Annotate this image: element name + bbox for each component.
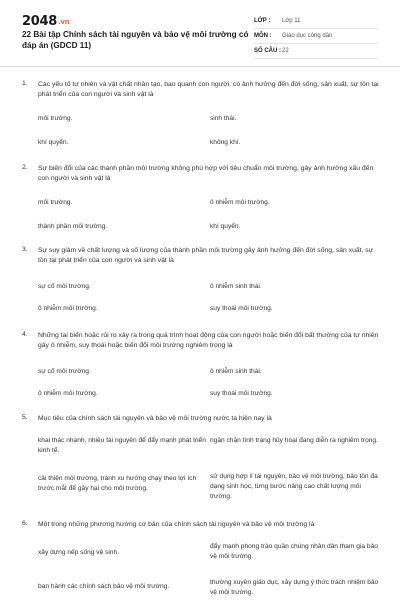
site-logo[interactable] (22, 14, 69, 29)
option-c[interactable]: ô nhiễm môi trường. (38, 390, 98, 397)
question-text: Các yếu tố tự nhiên và vật chất nhân tạo, bao quanh con người, có ảnh hưởng đến đời sống, sản xuất, sự tồn tại phát triển của con người và sinh vật là (38, 81, 379, 98)
option-a[interactable]: sự cố môi trường. (38, 368, 91, 375)
meta-row-count (254, 44, 378, 59)
meta-key: SỐ CÂU : (254, 48, 281, 54)
meta-value: Lớp 11 (282, 18, 301, 24)
question-text: Một trong những phương hướng cơ bản của chính sách tài nguyên và bảo vệ môi trường là (38, 521, 315, 528)
page-title: 22 Bài tập Chính sách tài nguyên và bảo vệ môi trường có đáp án (GDCD 11) (22, 30, 249, 50)
option-b[interactable]: ô nhiễm sinh thái. (210, 283, 262, 290)
question-number: 4. (22, 331, 28, 338)
meta-row-subject (254, 29, 378, 44)
question-number: 5. (22, 414, 28, 421)
question-text: Sự suy giảm về chất lượng và số lượng của thành phần môi trường gây ảnh hưởng đến đời sống, sản xuất, sự tồn tại phát triển của con người và sinh vật là (38, 247, 374, 264)
option-d[interactable]: khí quyển. (210, 223, 241, 230)
meta-value: Giáo dục công dân (282, 33, 333, 39)
option-b[interactable]: ô nhiễm sinh thái. (210, 368, 262, 375)
option-a[interactable]: sự cố môi trường. (38, 283, 91, 290)
question-text: Sự biến đổi của các thành phần môi trường không phù hợp với tiêu chuẩn môi trường, gây ảnh hưởng xấu đến con người và sinh vật là (38, 165, 374, 182)
header-divider (0, 66, 400, 67)
logo-text: 2048 (22, 14, 57, 29)
question-number: 6. (22, 520, 28, 527)
option-a[interactable]: xây dựng nếp sống vệ sinh. (38, 549, 120, 556)
meta-panel (254, 14, 378, 59)
option-d[interactable]: sử dụng hợp lí tài nguyên, bảo vệ môi trường, bảo tồn đa dạng sinh học, từng bước nâng cao chất lượng môi trường. (210, 473, 378, 500)
question-number: 3. (22, 246, 28, 253)
option-d[interactable]: suy thoái môi trường. (210, 390, 273, 397)
option-c[interactable]: thành phần môi trường. (38, 223, 108, 230)
meta-key: MÔN : (254, 33, 272, 39)
question-number: 1. (22, 80, 28, 87)
meta-row-grade (254, 14, 378, 29)
option-b[interactable]: sinh thái. (210, 115, 237, 122)
option-c[interactable]: ô nhiễm môi trường. (38, 305, 98, 312)
option-a[interactable]: môi trường. (38, 199, 73, 206)
option-c[interactable]: cải thiện môi trường, tránh xu hướng chạy theo lợi ích trước mắt để gây hại cho môi trường. (38, 475, 197, 492)
option-a[interactable]: khai thác nhanh, nhiều tài nguyên để đẩy mạnh phát triển kinh tế. (38, 437, 206, 454)
option-d[interactable]: không khí. (210, 139, 241, 146)
option-d[interactable]: suy thoái môi trường. (210, 305, 273, 312)
option-a[interactable]: môi trường. (38, 115, 73, 122)
option-c[interactable]: ban hành các chính sách bảo vệ môi trường. (38, 583, 170, 590)
meta-key: LỚP : (254, 18, 271, 24)
meta-value: 22 (282, 48, 289, 54)
logo-suffix: .vn (57, 18, 70, 26)
page-header (0, 0, 400, 62)
option-b[interactable]: ngăn chặn tình trạng hủy hoại đang diễn ra nghiêm trọng. (210, 437, 378, 444)
option-d[interactable]: thường xuyên giáo dục, xây dựng ý thức trách nhiệm bảo vệ môi trường. (210, 579, 379, 596)
option-b[interactable]: ô nhiễm môi trường. (210, 199, 270, 206)
question-number: 2. (22, 164, 28, 171)
question-text: Mục tiêu của chính sách tài nguyên và bảo vệ môi trường nước ta hiện nay là (38, 415, 272, 422)
option-c[interactable]: khí quyển. (38, 139, 69, 146)
option-b[interactable]: đẩy mạnh phong trào quần chúng nhân dân tham gia bảo vệ môi trường. (210, 543, 378, 560)
question-text: Những tai biến hoặc rủi ro xảy ra trong quá trình hoạt động của con người hoặc biến đổi bất thường của tự nhiên gây ô nhiễm, suy thoái hoặc biến đổi môi trường nghiêm trọng là (38, 332, 379, 349)
